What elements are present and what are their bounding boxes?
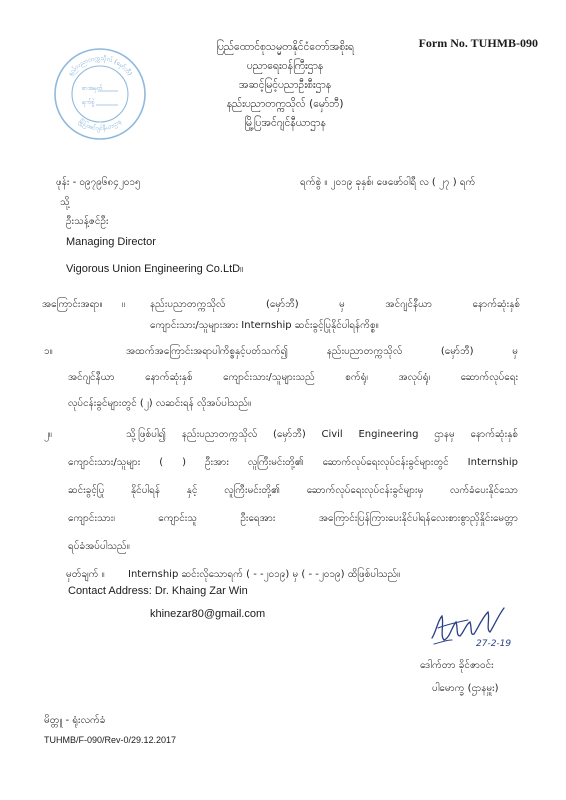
paragraph-2-line-2: ကျောင်းသား/သူများ ( ) ဦးအား လူကြီးမင်းတို့၏ ဆောက်လုပ်ရေးလုပ်ငန်းခွင်များတွင် Internship bbox=[68, 457, 518, 468]
header-line-university: နည်းပညာတက္ကသိုလ် (မှော်ဘီ) bbox=[226, 98, 344, 110]
handwritten-signature-icon bbox=[428, 598, 520, 650]
recipient-company: Vigorous Union Engineering Co.LtD။ bbox=[66, 263, 244, 275]
seal-center-line-1: စာအမှတ် bbox=[82, 85, 103, 92]
remark-text: Internship ဆင်းလိုသောရက် ( - -၂၀၁၉) မှ ( - -၂၀၁၉) ထိဖြစ်ပါသည်။ bbox=[128, 569, 401, 580]
paragraph-2-number: ၂။ bbox=[44, 429, 52, 440]
header-line-department: အဆင့်မြင့်ပညာဦးစီးဌာန bbox=[238, 79, 332, 91]
form-number: Form No. TUHMB-090 bbox=[418, 36, 538, 50]
phone-reference: ဖုန်း - ၀၉၇၉၆၈၄၂၀၁၅ bbox=[56, 177, 141, 188]
remark-label: မှတ်ချက် ။ bbox=[66, 569, 105, 580]
contact-address: Contact Address: Dr. Khaing Zar Win bbox=[68, 585, 248, 597]
paragraph-1-line-2: အင်ဂျင်နီယာ နောက်ဆုံးနှစ် ကျောင်းသား/သူများသည် စက်ရုံ၊ အလုပ်ရုံ၊ ဆောက်လုပ်ရေး bbox=[68, 372, 518, 383]
paragraph-1-line-1: အထက်အကြောင်းအရာပါကိစ္စနှင့်ပတ်သက်၍ နည်းပညာတက္ကသိုလ် (မှော်ဘီ) မှ bbox=[126, 346, 518, 357]
form-revision-code: TUHMB/F-090/Rev-0/29.12.2017 bbox=[44, 735, 177, 745]
department-seal-icon bbox=[52, 46, 148, 142]
recipient-name: ဦးသန့်ဇင်ဦး bbox=[66, 216, 109, 227]
header-line-government: ပြည်ထောင်စုသမ္မတနိုင်ငံတော်အစိုးရ bbox=[216, 41, 354, 53]
contact-email: khinezar80@gmail.com bbox=[150, 608, 266, 620]
subject-line-1: နည်းပညာတက္ကသိုလ် (မှော်ဘီ) မှ အင်ဂျင်နီယာ နောက်ဆုံးနှစ် bbox=[150, 299, 520, 310]
to-label: သို့ bbox=[60, 197, 70, 208]
seal-top-text: နည်းပညာတက္ကသိုလ် (မှော်ဘီ) bbox=[66, 54, 134, 78]
header-line-civil-dept: မြို့ပြအင်ဂျင်နီယာဌာန bbox=[244, 117, 326, 129]
paragraph-2-line-4: ကျောင်းသား၊ ကျောင်းသူ ဦးရေအား အကြောင်းပြန်ကြားပေးနိုင်ပါရန်လေးစားစွာညှိနှိုင်းမေတ္တာ bbox=[68, 513, 518, 524]
recipient-title: Managing Director bbox=[66, 236, 156, 248]
seal-bottom-text: မြို့ပြအင်ဂျင်နီယာဌာန bbox=[77, 117, 123, 133]
subject-marker: ။ bbox=[122, 299, 126, 310]
copy-to: မိတ္တူ - ရုံးလက်ခံ bbox=[44, 715, 106, 726]
paragraph-2-line-1: သို့ဖြစ်ပါ၍ နည်းပညာတက္ကသိုလ် (မှော်ဘီ) Civil Engineering ဌာနမှ နောက်ဆုံးနှစ် bbox=[126, 429, 518, 440]
header-line-ministry: ပညာရေးဝန်ကြီးဌာန bbox=[246, 60, 324, 72]
signatory-name: ဒေါက်တာ ခိုင်ဇာဝင်း bbox=[420, 660, 494, 671]
signatory-title: ပါမောက္ခ (ဌာနမှူး) bbox=[432, 683, 499, 694]
svg-text:မြို့ပြအင်ဂျင်နီယာဌာန bbox=[77, 116, 123, 133]
signature-date: 27-2-19 bbox=[476, 639, 512, 649]
paragraph-1-line-3: လုပ်ငန်းခွင်များတွင် (၂) လဆင်းရန် လိုအပ်ပါသည်။ bbox=[68, 398, 252, 409]
subject-line-2: ကျောင်းသား/သူများအား Internship ဆင်းခွင့်ပြုနိုင်ပါရန်ကိစ္စ။ bbox=[150, 320, 379, 331]
seal-center-line-2: ရက်စွဲ bbox=[82, 99, 95, 106]
paragraph-2-line-3: ဆင်းခွင့်ပြု နိုင်ပါရန် နှင့် လူကြီးမင်းတို့၏ ဆောက်လုပ်ရေးလုပ်ငန်းခွင်များမှ လက်ခံပေးနိုင်သော bbox=[68, 485, 518, 496]
paragraph-1-number: ၁။ bbox=[44, 346, 53, 357]
paragraph-2-line-5: ရပ်ခံအပ်ပါသည်။ bbox=[68, 541, 130, 552]
letter-date: ရက်စွဲ ။ ၂၀၁၉ ခုနှစ်၊ ဖေဖော်ဝါရီ လ ( ၂၇ ) ရက် bbox=[300, 177, 476, 188]
letterhead bbox=[150, 38, 420, 133]
subject-label: အကြောင်းအရာ။ bbox=[42, 299, 103, 310]
